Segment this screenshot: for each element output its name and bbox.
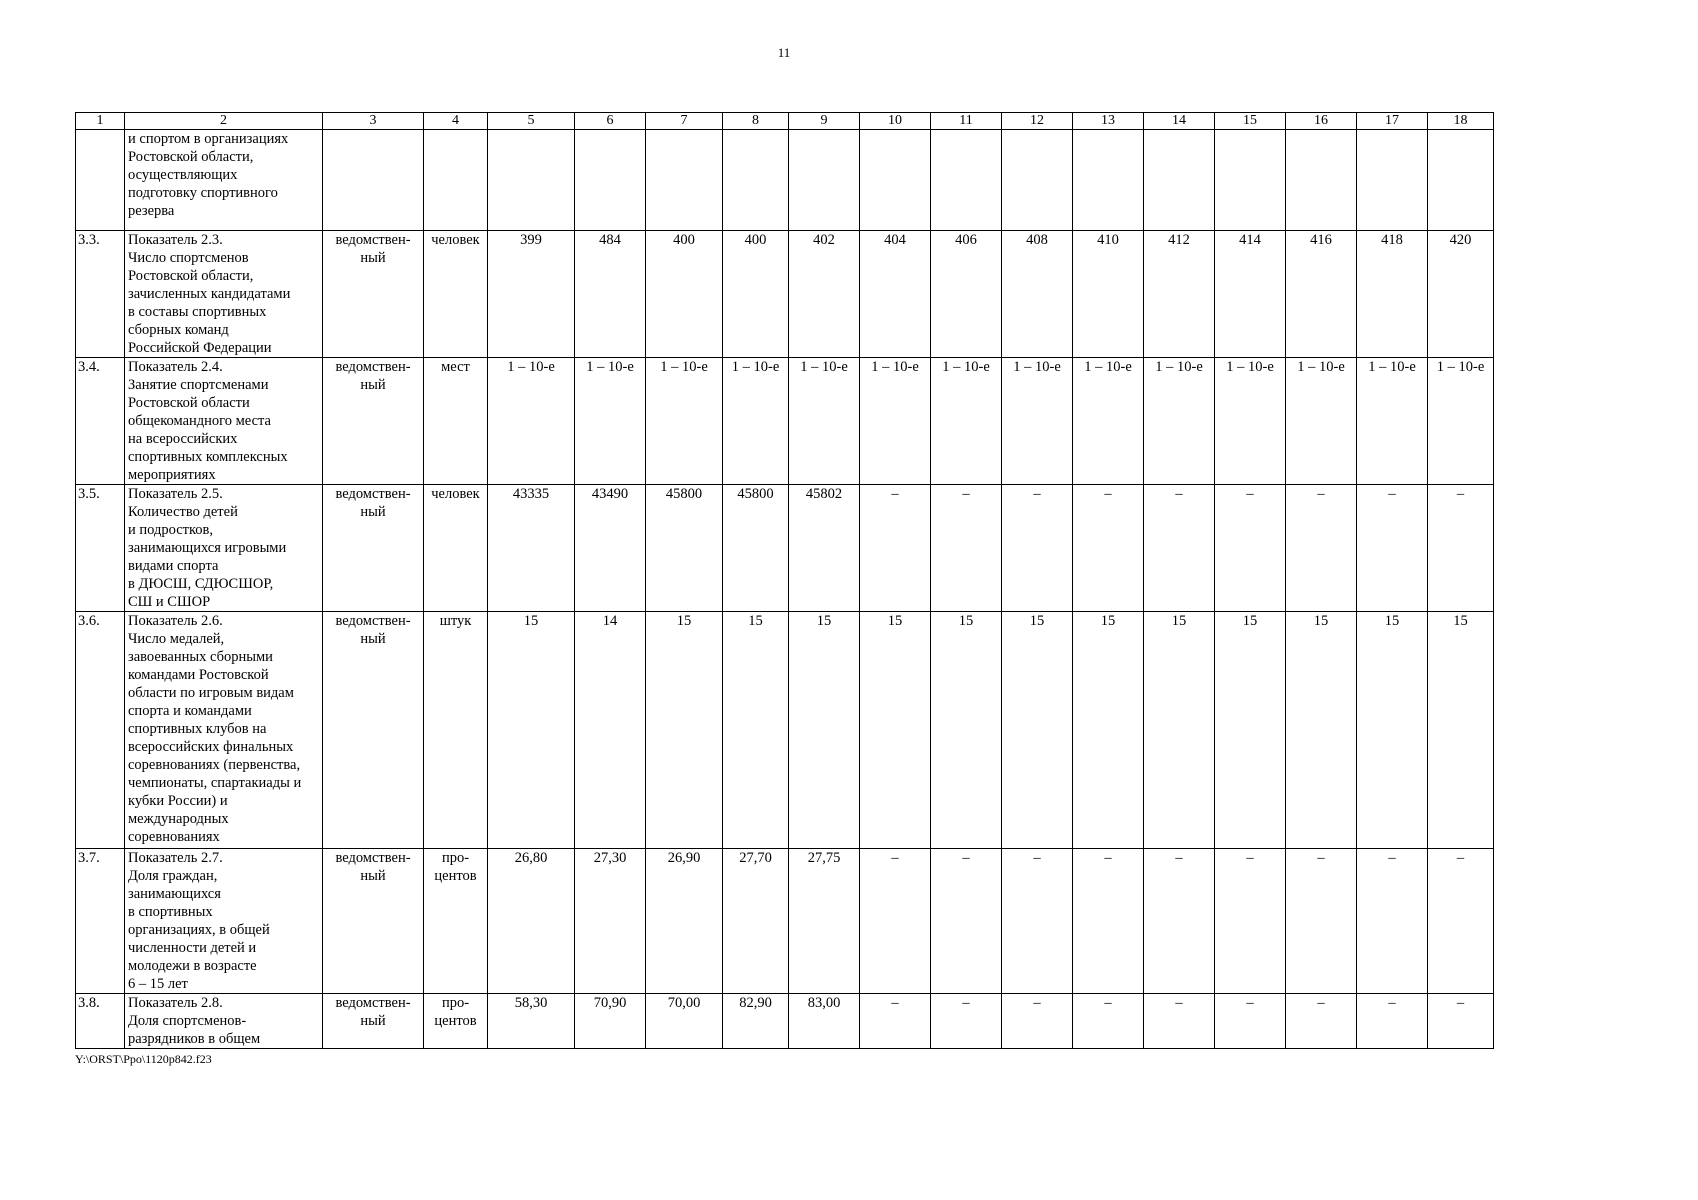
column-number-cell: 7 <box>646 113 723 130</box>
indicator-name-cell <box>125 485 323 612</box>
value-cell: 1 – 10-е <box>646 358 723 485</box>
unit-cell <box>424 994 488 1049</box>
indicator-type-cell-line: ведомствен- <box>335 995 411 1011</box>
indicator-type-cell <box>323 612 424 849</box>
value-cell <box>575 130 646 231</box>
value-cell: 15 <box>646 612 723 849</box>
indicator-name-cell-line: зачисленных кандидатами <box>128 286 291 302</box>
indicator-name-cell-line: сборных команд <box>128 322 229 338</box>
indicator-type-cell-line: ведомствен- <box>335 850 411 866</box>
value-cell <box>488 130 575 231</box>
value-cell: 1 – 10-е <box>1144 358 1215 485</box>
value-cell: 416 <box>1286 231 1357 358</box>
indicator-name-cell-line: Доля спортсменов- <box>128 1013 247 1029</box>
indicator-name-cell-line: международных <box>128 811 229 827</box>
value-cell: – <box>931 994 1002 1049</box>
indicator-type-cell-line: ведомствен- <box>335 232 411 248</box>
indicator-name-cell-line: Доля граждан, <box>128 868 218 884</box>
page-number: 11 <box>777 45 791 60</box>
value-cell: 15 <box>1286 612 1357 849</box>
value-cell: – <box>1144 485 1215 612</box>
indicator-name-cell-line: кубки России) и <box>128 793 228 809</box>
value-cell: 410 <box>1073 231 1144 358</box>
value-cell: – <box>1215 485 1286 612</box>
value-cell: – <box>1357 994 1428 1049</box>
indicator-name-cell-line: Показатель 2.7. <box>128 850 223 866</box>
column-number-cell: 9 <box>789 113 860 130</box>
value-cell: – <box>1144 849 1215 994</box>
column-number-cell: 6 <box>575 113 646 130</box>
value-cell: – <box>1286 849 1357 994</box>
value-cell: 1 – 10-е <box>1428 358 1494 485</box>
indicator-name-cell-line: резерва <box>128 203 175 219</box>
value-cell: – <box>1428 485 1494 612</box>
value-cell: 45802 <box>789 485 860 612</box>
column-number-cell: 10 <box>860 113 931 130</box>
indicator-name-cell-line: СШ и СШОР <box>128 594 211 610</box>
indicator-name-cell <box>125 358 323 485</box>
indicator-name-cell-line: общекомандного места <box>128 413 271 429</box>
value-cell: 70,00 <box>646 994 723 1049</box>
indicator-name-cell-line: Показатель 2.3. <box>128 232 223 248</box>
indicator-name-cell-line: командами Ростовской <box>128 667 269 683</box>
value-cell: 26,80 <box>488 849 575 994</box>
unit-cell <box>424 358 488 485</box>
indicator-name-cell <box>125 612 323 849</box>
column-number-header-row <box>76 113 1494 130</box>
indicator-name-cell-line: разрядников в общем <box>128 1031 261 1047</box>
value-cell: 399 <box>488 231 575 358</box>
value-cell: 70,90 <box>575 994 646 1049</box>
value-cell: 484 <box>575 231 646 358</box>
indicator-name-cell-line: области по игровым видам <box>128 685 294 701</box>
value-cell <box>1215 130 1286 231</box>
value-cell: 1 – 10-е <box>575 358 646 485</box>
row-number-cell: 3.7. <box>76 849 125 994</box>
indicator-name-cell <box>125 231 323 358</box>
value-cell <box>723 130 789 231</box>
unit-cell-line: про- <box>441 995 470 1011</box>
indicator-name-cell-line: спортивных комплексных <box>128 449 288 465</box>
table-row <box>76 485 1494 612</box>
indicator-name-cell-line: и спортом в организациях <box>128 131 289 147</box>
value-cell: 83,00 <box>789 994 860 1049</box>
unit-cell-line: человек <box>431 232 480 248</box>
value-cell: – <box>860 849 931 994</box>
column-number-cell: 4 <box>424 113 488 130</box>
indicator-type-cell <box>323 231 424 358</box>
value-cell: 14 <box>575 612 646 849</box>
value-cell: – <box>1428 849 1494 994</box>
value-cell: 15 <box>1215 612 1286 849</box>
column-number-cell: 18 <box>1428 113 1494 130</box>
indicator-name-cell-line: Занятие спортсменами <box>128 377 269 393</box>
value-cell: 408 <box>1002 231 1073 358</box>
indicator-name-cell-line: Ростовской области, <box>128 149 254 165</box>
value-cell: – <box>1002 994 1073 1049</box>
row-number-cell: 3.6. <box>76 612 125 849</box>
column-number-cell: 14 <box>1144 113 1215 130</box>
indicator-type-cell-line: ный <box>360 250 386 266</box>
value-cell: 1 – 10-е <box>488 358 575 485</box>
value-cell: 15 <box>1002 612 1073 849</box>
unit-cell-line: про- <box>441 850 470 866</box>
value-cell: 82,90 <box>723 994 789 1049</box>
value-cell: – <box>1286 994 1357 1049</box>
indicator-name-cell-line: Показатель 2.6. <box>128 613 223 629</box>
value-cell: 15 <box>860 612 931 849</box>
indicator-name-cell-line: Показатель 2.5. <box>128 486 223 502</box>
indicator-type-cell <box>323 130 424 231</box>
indicator-name-cell <box>125 130 323 231</box>
value-cell: 45800 <box>646 485 723 612</box>
value-cell <box>860 130 931 231</box>
value-cell <box>1144 130 1215 231</box>
unit-cell <box>424 849 488 994</box>
indicator-type-cell <box>323 849 424 994</box>
value-cell <box>1357 130 1428 231</box>
unit-cell <box>424 130 488 231</box>
value-cell: 15 <box>1428 612 1494 849</box>
indicator-name-cell-line: соревнованиях (первенства, <box>128 757 301 773</box>
value-cell: 26,90 <box>646 849 723 994</box>
indicator-name-cell-line: осуществляющих <box>128 167 238 183</box>
indicator-name-cell-line: в ДЮСШ, СДЮСШОР, <box>128 576 274 592</box>
indicator-name-cell-line: всероссийских финальных <box>128 739 294 755</box>
value-cell: 43490 <box>575 485 646 612</box>
indicator-name-cell-line: молодежи в возрасте <box>128 958 257 974</box>
value-cell: – <box>1002 485 1073 612</box>
indicator-name-cell-line: Ростовской области, <box>128 268 254 284</box>
table-row <box>76 994 1494 1049</box>
value-cell: 1 – 10-е <box>1357 358 1428 485</box>
unit-cell <box>424 612 488 849</box>
value-cell: 1 – 10-е <box>1073 358 1144 485</box>
indicator-name-cell-line: в спортивных <box>128 904 213 920</box>
indicator-name-cell-line: Число медалей, <box>128 631 225 647</box>
column-number-cell: 5 <box>488 113 575 130</box>
unit-cell <box>424 231 488 358</box>
column-number-cell: 12 <box>1002 113 1073 130</box>
row-number-cell: 3.8. <box>76 994 125 1049</box>
indicator-type-cell <box>323 485 424 612</box>
value-cell: 1 – 10-е <box>860 358 931 485</box>
indicator-name-cell-line: завоеванных сборными <box>128 649 273 665</box>
row-number-cell: 3.5. <box>76 485 125 612</box>
indicator-name-cell <box>125 849 323 994</box>
column-number-cell: 1 <box>76 113 125 130</box>
file-path-footer: Y:\ORST\Ppo\1120p842.f23 <box>75 1052 212 1066</box>
indicator-name-cell-line: занимающихся игровыми <box>128 540 287 556</box>
value-cell: 1 – 10-е <box>723 358 789 485</box>
value-cell: 414 <box>1215 231 1286 358</box>
indicator-name-cell-line: спортивных клубов на <box>128 721 267 737</box>
indicator-type-cell <box>323 358 424 485</box>
indicator-name-cell-line: мероприятиях <box>128 467 216 483</box>
indicator-name-cell-line: Показатель 2.8. <box>128 995 223 1011</box>
value-cell: – <box>860 994 931 1049</box>
value-cell: – <box>931 849 1002 994</box>
row-number-cell: 3.3. <box>76 231 125 358</box>
table-row <box>76 231 1494 358</box>
column-number-cell: 15 <box>1215 113 1286 130</box>
indicator-type-cell-line: ный <box>360 1013 386 1029</box>
value-cell: 1 – 10-е <box>931 358 1002 485</box>
value-cell: 404 <box>860 231 931 358</box>
indicator-name-cell-line: в составы спортивных <box>128 304 267 320</box>
value-cell: 418 <box>1357 231 1428 358</box>
table-row <box>76 612 1494 849</box>
value-cell: 15 <box>488 612 575 849</box>
indicator-type-cell-line: ный <box>360 504 386 520</box>
column-number-cell: 3 <box>323 113 424 130</box>
value-cell: – <box>931 485 1002 612</box>
table-row <box>76 130 1494 231</box>
unit-cell <box>424 485 488 612</box>
indicator-name-cell-line: спорта и командами <box>128 703 252 719</box>
value-cell: 45800 <box>723 485 789 612</box>
value-cell: 400 <box>646 231 723 358</box>
value-cell: – <box>1002 849 1073 994</box>
indicator-name-cell-line: чемпионаты, спартакиады и <box>128 775 302 791</box>
indicator-type-cell-line: ный <box>360 377 386 393</box>
value-cell: 412 <box>1144 231 1215 358</box>
indicator-name-cell-line: Число спортсменов <box>128 250 249 266</box>
value-cell <box>646 130 723 231</box>
value-cell: – <box>1215 994 1286 1049</box>
column-number-cell: 8 <box>723 113 789 130</box>
value-cell <box>931 130 1002 231</box>
value-cell <box>1428 130 1494 231</box>
indicator-type-cell-line: ный <box>360 631 386 647</box>
value-cell <box>1002 130 1073 231</box>
table-row <box>76 849 1494 994</box>
value-cell: – <box>1286 485 1357 612</box>
indicator-name-cell-line: Количество детей <box>128 504 238 520</box>
value-cell: – <box>1144 994 1215 1049</box>
indicator-type-cell-line: ведомствен- <box>335 486 411 502</box>
indicator-name-cell-line: Ростовской области <box>128 395 250 411</box>
value-cell: 402 <box>789 231 860 358</box>
value-cell: 400 <box>723 231 789 358</box>
value-cell: 15 <box>1144 612 1215 849</box>
indicator-type-cell-line: ведомствен- <box>335 613 411 629</box>
value-cell: 15 <box>931 612 1002 849</box>
indicator-name-cell-line: подготовку спортивного <box>128 185 278 201</box>
value-cell: 1 – 10-е <box>1215 358 1286 485</box>
value-cell: 27,75 <box>789 849 860 994</box>
value-cell: – <box>1073 994 1144 1049</box>
indicator-type-cell-line: ный <box>360 868 386 884</box>
indicator-name-cell-line: видами спорта <box>128 558 219 574</box>
indicator-type-cell-line: ведомствен- <box>335 359 411 375</box>
indicator-name-cell-line: 6 – 15 лет <box>128 976 188 992</box>
indicator-name-cell-line: Российской Федерации <box>128 340 272 356</box>
indicator-name-cell-line: Показатель 2.4. <box>128 359 223 375</box>
column-number-cell: 17 <box>1357 113 1428 130</box>
column-number-cell: 11 <box>931 113 1002 130</box>
indicator-type-cell <box>323 994 424 1049</box>
value-cell: – <box>1215 849 1286 994</box>
row-number-cell: 3.4. <box>76 358 125 485</box>
indicator-name-cell-line: и подростков, <box>128 522 214 538</box>
value-cell <box>1073 130 1144 231</box>
value-cell: – <box>1073 849 1144 994</box>
value-cell: – <box>860 485 931 612</box>
value-cell: 15 <box>789 612 860 849</box>
value-cell: 1 – 10-е <box>1002 358 1073 485</box>
column-number-cell: 16 <box>1286 113 1357 130</box>
indicator-name-cell-line: соревнованиях <box>128 829 220 845</box>
indicator-name-cell-line: занимающихся <box>128 886 221 902</box>
value-cell: 1 – 10-е <box>1286 358 1357 485</box>
indicator-name-cell-line: на всероссийских <box>128 431 238 447</box>
value-cell <box>1286 130 1357 231</box>
value-cell: 15 <box>1357 612 1428 849</box>
value-cell: 27,70 <box>723 849 789 994</box>
value-cell: – <box>1428 994 1494 1049</box>
unit-cell-line: центов <box>434 1013 477 1029</box>
indicator-name-cell <box>125 994 323 1049</box>
unit-cell-line: центов <box>434 868 477 884</box>
indicators-table <box>75 112 1494 1049</box>
value-cell: – <box>1357 485 1428 612</box>
value-cell: 406 <box>931 231 1002 358</box>
value-cell: 15 <box>1073 612 1144 849</box>
value-cell: 27,30 <box>575 849 646 994</box>
column-number-cell: 13 <box>1073 113 1144 130</box>
unit-cell-line: мест <box>441 359 470 375</box>
table-row <box>76 358 1494 485</box>
row-number-cell <box>76 130 125 231</box>
indicator-name-cell-line: организациях, в общей <box>128 922 270 938</box>
value-cell: 43335 <box>488 485 575 612</box>
unit-cell-line: штук <box>439 613 472 629</box>
indicator-name-cell-line: численности детей и <box>128 940 257 956</box>
value-cell <box>789 130 860 231</box>
value-cell: 1 – 10-е <box>789 358 860 485</box>
value-cell: 15 <box>723 612 789 849</box>
value-cell: – <box>1073 485 1144 612</box>
value-cell: 420 <box>1428 231 1494 358</box>
unit-cell-line: человек <box>431 486 480 502</box>
column-number-cell: 2 <box>125 113 323 130</box>
value-cell: – <box>1357 849 1428 994</box>
value-cell: 58,30 <box>488 994 575 1049</box>
